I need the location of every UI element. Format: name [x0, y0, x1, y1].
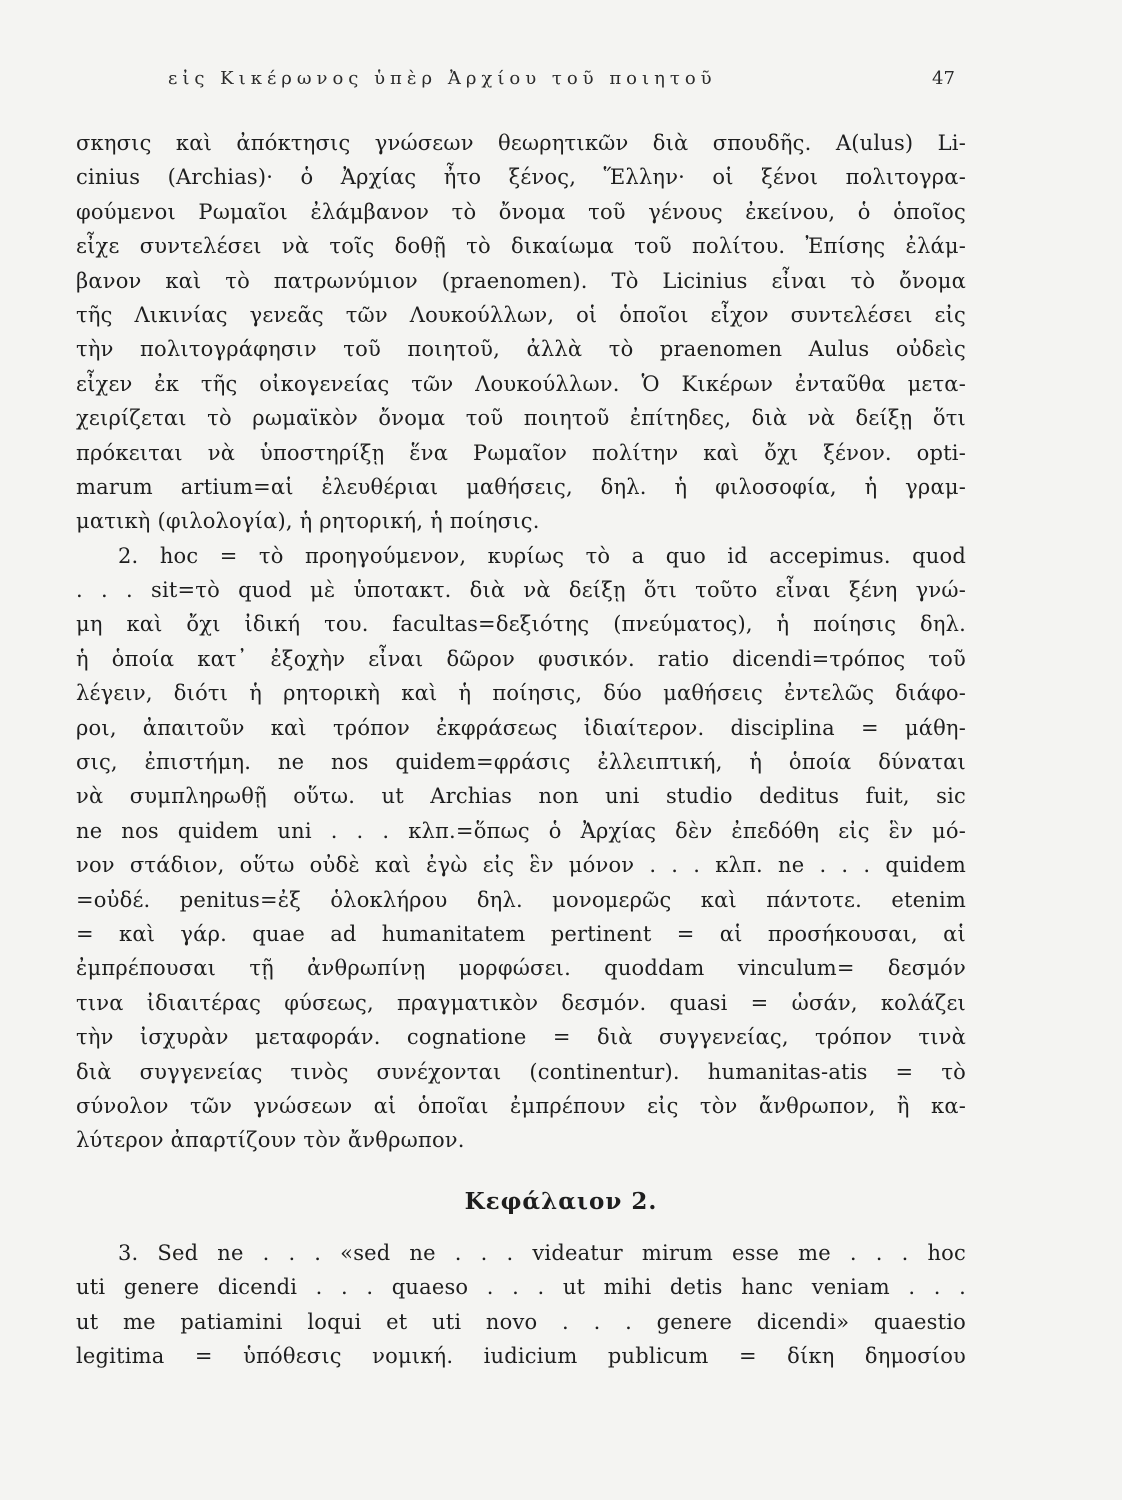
- running-title: εἰς Κικέρωνος ὑπὲρ Ἀρχίου τοῦ ποιητοῦ: [168, 68, 717, 89]
- text-line: = καὶ γάρ. quae ad humanitatem pertinent = αἱ προσήκουσαι, αἱ: [76, 921, 966, 946]
- text-line: εἶχε συντελέσει νὰ τοῖς δοθῇ τὸ δικαίωμα τοῦ πολίτου. Ἐπίσης ἐλάμ-: [76, 234, 966, 259]
- text-line: σύνολον τῶν γνώσεων αἱ ὁποῖαι ἐμπρέπουν εἰς τὸν ἄνθρωπον, ἢ κα-: [76, 1093, 966, 1118]
- page-number: 47: [932, 68, 955, 89]
- text-line: διὰ συγγενείας τινὸς συνέχονται (continentur). humanitas-atis = τὸ: [76, 1059, 966, 1084]
- text-line: σκησις καὶ ἀπόκτησις γνώσεων θεωρητικῶν διὰ σπουδῆς. A(ulus) Li-: [76, 131, 966, 155]
- text-line: φούμενοι Ρωμαῖοι ἐλάμβανον τὸ ὄνομα τοῦ γένους ἐκείνου, ὁ ὁποῖος: [76, 199, 966, 224]
- text-line: νὰ συμπληρωθῇ οὕτω. ut Archias non uni studio deditus fuit, sic: [76, 784, 966, 809]
- text-line: uti genere dicendi . . . quaeso . . . ut mihi detis hanc veniam . . .: [76, 1275, 966, 1300]
- text-line: cinius (Archias)· ὁ Ἀρχίας ἦτο ξένος, Ἕλλην· οἱ ξένοι πολιτογρα-: [76, 165, 966, 190]
- text-line: τῆς Λικινίας γενεᾶς τῶν Λουκούλλων, οἱ ὁποῖοι εἶχον συντελέσει εἰς: [76, 302, 966, 327]
- text-line: ἡ ὁποία κατ᾽ ἐξοχὴν εἶναι δῶρον φυσικόν. ratio dicendi=τρόπος τοῦ: [76, 646, 966, 671]
- text-line: ἐμπρέπουσαι τῇ ἀνθρωπίνῃ μορφώσει. quoddam vinculum= δεσμόν: [76, 956, 966, 981]
- text-line: σις, ἐπιστήμη. ne nos quidem=φράσις ἐλλειπτική, ἡ ὁποία δύναται: [76, 750, 966, 775]
- text-line: τὴν πολιτογράφησιν τοῦ ποιητοῦ, ἀλλὰ τὸ praenomen Aulus οὐδεὶς: [76, 337, 966, 362]
- text-line: =οὐδέ. penitus=ἐξ ὁλοκλήρου δηλ. μονομερῶς καὶ πάντοτε. etenim: [76, 887, 966, 912]
- text-line: 3. Sed ne . . . «sed ne . . . videatur mirum esse me . . . hoc: [118, 1241, 966, 1265]
- text-line: πρόκειται νὰ ὑποστηρίξῃ ἕνα Ρωμαῖον πολίτην καὶ ὄχι ξένον. opti-: [76, 440, 966, 465]
- text-line: legitima = ὑπόθεσις νομική. iudicium publicum = δίκη δημοσίου: [76, 1344, 966, 1369]
- text-line: μη καὶ ὄχι ἰδική του. facultas=δεξιότης (πνεύματος), ἡ ποίησις δηλ.: [76, 612, 966, 637]
- commentary-text: [76, 126, 966, 1158]
- text-line: τινα ἰδιαιτέρας φύσεως, πραγματικὸν δεσμόν. quasi = ὡσάν, κολάζει: [76, 990, 966, 1015]
- text-line: ροι, ἀπαιτοῦν καὶ τρόπον ἐκφράσεως ἰδιαίτερον. disciplina = μάθη-: [76, 715, 966, 740]
- text-line: χειρίζεται τὸ ρωμαϊκὸν ὄνομα τοῦ ποιητοῦ ἐπίτηδες, διὰ νὰ δείξῃ ὅτι: [76, 406, 966, 431]
- text-line: marum artium=αἱ ἐλευθέριαι μαθήσεις, δηλ. ἡ φιλοσοφία, ἡ γραμ-: [76, 474, 966, 499]
- text-line: εἶχεν ἐκ τῆς οἰκογενείας τῶν Λουκούλλων. Ὁ Κικέρων ἐνταῦθα μετα-: [76, 371, 966, 396]
- text-line: νον στάδιον, οὕτω οὐδὲ καὶ ἐγὼ εἰς ἓν μόνον . . . κλπ. ne . . . quidem: [76, 853, 966, 878]
- text-line: ut me patiamini loqui et uti novo . . . genere dicendi» quaestio: [76, 1309, 966, 1334]
- text-line: τὴν ἰσχυρὰν μεταφοράν. cognatione = διὰ συγγενείας, τρόπον τινὰ: [76, 1025, 966, 1050]
- text-line: λέγειν, διότι ἡ ρητορικὴ καὶ ἡ ποίησις, δύο μαθήσεις ἐντελῶς διάφο-: [76, 681, 966, 706]
- text-line: λύτερον ἀπαρτίζουν τὸν ἄνθρωπον.: [76, 1128, 465, 1153]
- chapter-heading: Κεφάλαιον 2.: [464, 1188, 658, 1215]
- text-line: ne nos quidem uni . . . κλπ.=ὅπως ὁ Ἀρχίας δὲν ἐπεδόθη εἰς ἓν μό-: [76, 818, 966, 843]
- chapter-text: [76, 1236, 966, 1374]
- text-line: βανον καὶ τὸ πατρωνύμιον (praenomen). Τὸ Licinius εἶναι τὸ ὄνομα: [76, 268, 966, 293]
- text-line: 2. hoc = τὸ προηγούμενον, κυρίως τὸ a quo id accepimus. quod: [118, 543, 966, 568]
- text-line: . . . sit=τὸ quod μὲ ὑποτακτ. διὰ νὰ δείξῃ ὅτι τοῦτο εἶναι ξένη γνώ-: [76, 578, 966, 603]
- text-line: ματικὴ (φιλολογία), ἡ ρητορική, ἡ ποίησις.: [76, 509, 540, 534]
